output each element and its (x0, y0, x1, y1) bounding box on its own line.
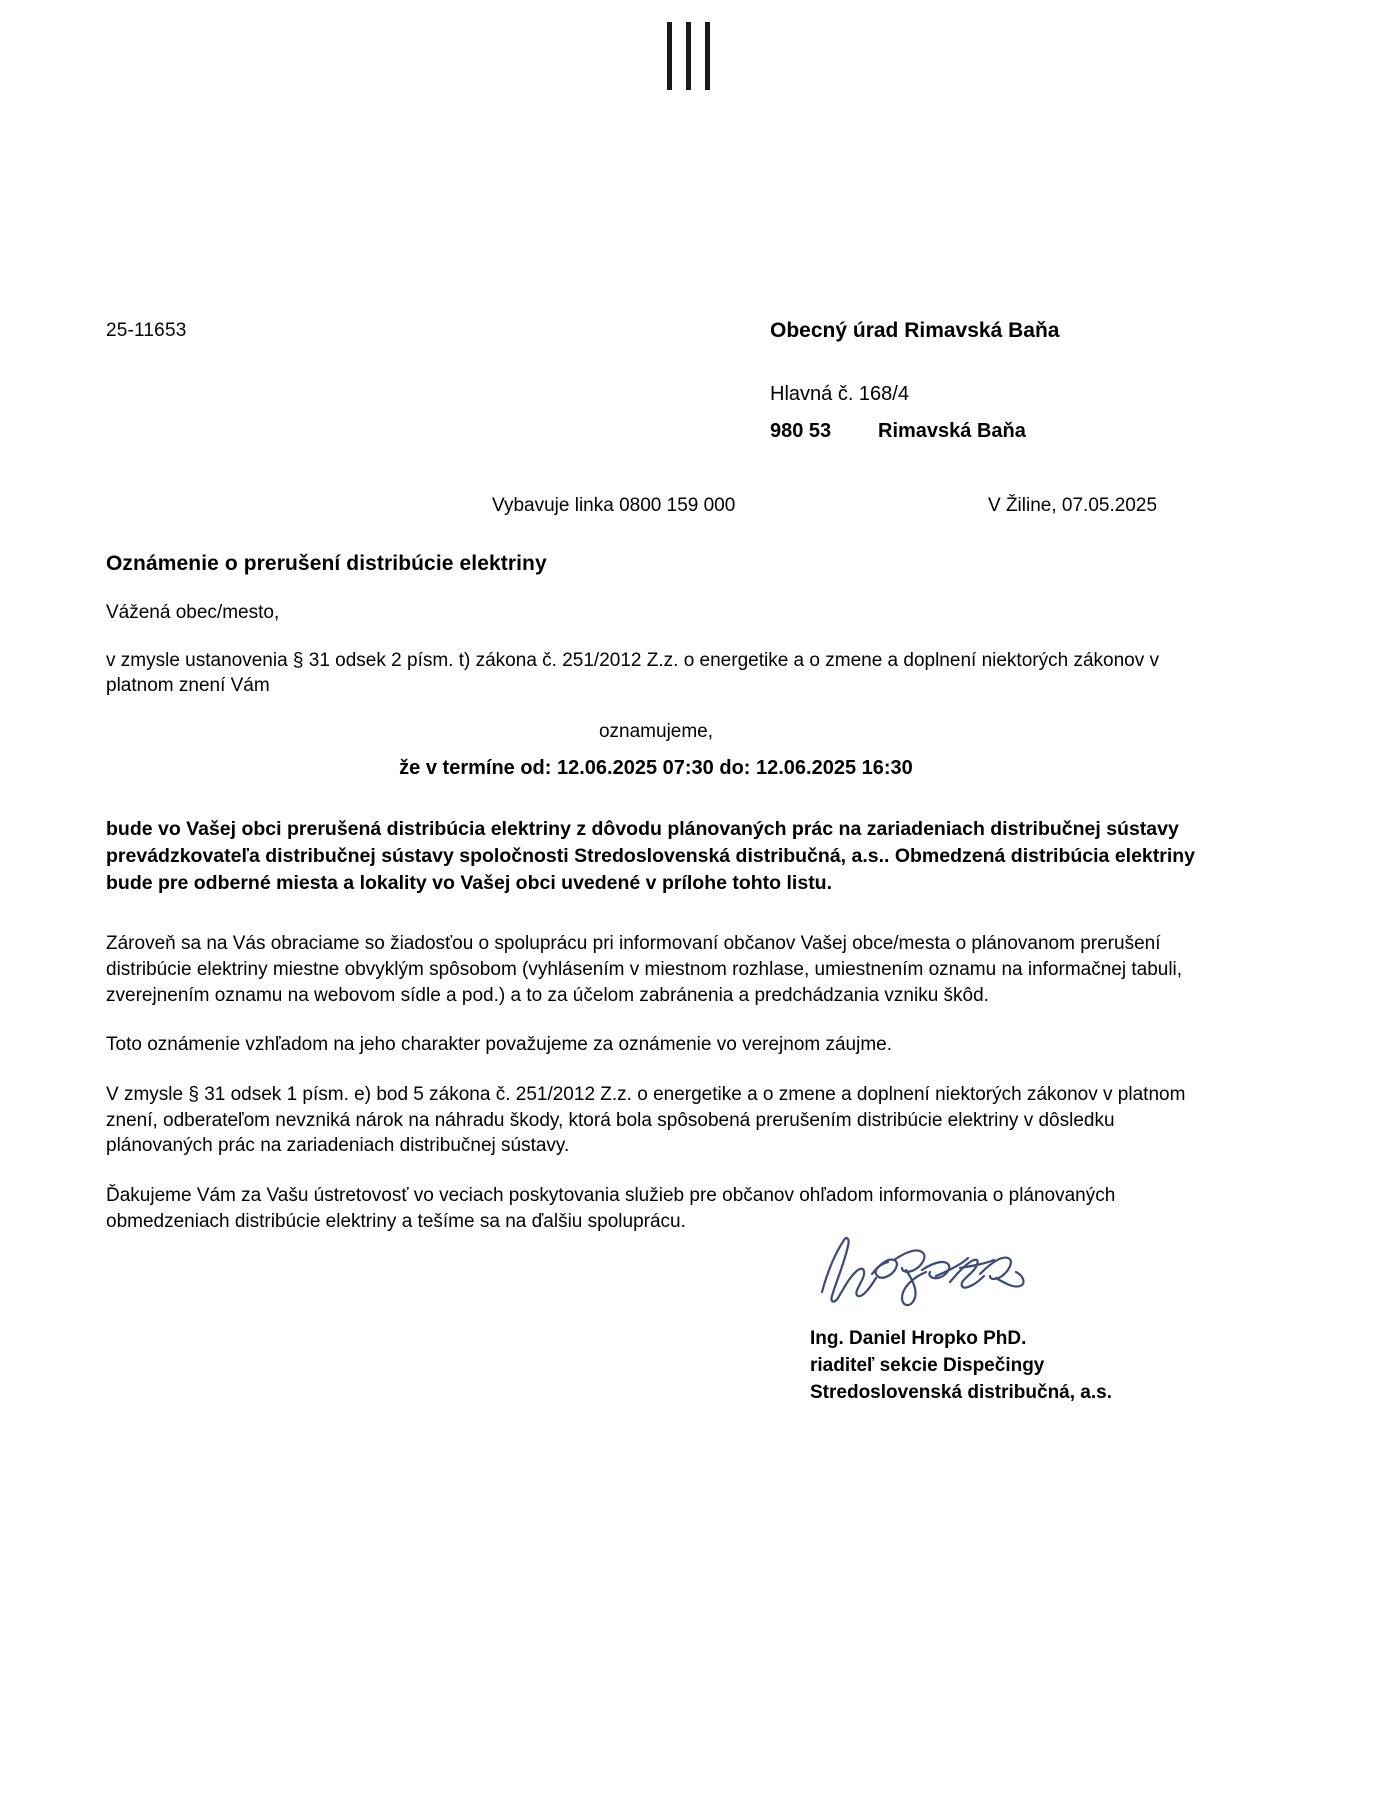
signer-details (810, 1326, 1230, 1407)
salutation: Vážená obec/mesto, (106, 602, 280, 623)
signer-position: riaditeľ sekcie Dispečingy (810, 1354, 1045, 1376)
thanks-paragraph: Ďakujeme Vám za Vašu ústretovosť vo veciach poskytovania služieb pre občanov ohľadom informovania o plánovaných obmedzeniach distribúcie elektriny a tešíme sa na ďalšiu spoluprácu. (106, 1184, 1116, 1232)
logo-bar-2 (686, 22, 691, 90)
recipient-address-block (770, 316, 1059, 446)
contact-and-date-row (0, 495, 1376, 521)
company-logo (0, 22, 1376, 94)
recipient-street: Hlavná č. 168/4 (770, 383, 909, 406)
announce-word: oznamujeme, (598, 720, 714, 742)
cooperation-paragraph: Zároveň sa na Vás obraciame so žiadosťou o spoluprácu pri informovaní občanov Vašej obce/mesta o plánovanom prerušení distribúcie elektriny miestne obvyklým spôsobom (vyhlásením v miestnom rozhlase, umiestnením oznamu na informačnej tabuli, zverejnením oznamu na webovom sídle a pod.) a to za účelom zabránenia a predchádzania vzniku škôd. (106, 933, 1183, 1006)
liability-paragraph: V zmysle § 31 odsek 1 písm. e) bod 5 zákona č. 251/2012 Z.z. o energetike a o zmene a doplnení niektorých zákonov v platnom znení, odberateľom nevzniká nárok na náhradu škody, ktorá bola spôsobená prerušením distribúcie elektriny v dôsledku plánovaných prác na zariadeniach distribučnej sústavy. (106, 1084, 1186, 1157)
signature-block (810, 1230, 1230, 1407)
logo-bar-3 (705, 22, 710, 90)
recipient-zip: 980 53 (770, 420, 832, 443)
main-notice-paragraph: bude vo Vašej obci prerušená distribúcia elektriny z dôvodu plánovaných prác na zariadeniach distribučnej sústavy prevádzkovateľa distribučnej sústavy spoločnosti Stredoslovenská distribučná, a.s.. Obmedzená distribúcia elektriny bude pre odberné miesta a lokality vo Vašej obci uvedené v prílohe tohto listu. (106, 817, 1196, 895)
reference-number: 25-11653 (106, 320, 187, 341)
letter-body (106, 552, 1206, 1258)
outage-term-line: že v termíne od: 12.06.2025 07:30 do: 12.06.2025 16:30 (399, 756, 913, 779)
signer-name: Ing. Daniel Hropko PhD. (810, 1328, 1027, 1349)
place-and-date: V Žiline, 07.05.2025 (988, 495, 1158, 516)
recipient-city-line (770, 417, 1059, 446)
signer-company: Stredoslovenská distribučná, a.s. (810, 1381, 1112, 1403)
page-title: Oznámenie o prerušení distribúcie elektriny (106, 552, 547, 575)
handled-by-line: Vybavuje linka 0800 159 000 (492, 495, 736, 516)
legal-intro-paragraph: v zmysle ustanovenia § 31 odsek 2 písm. t) zákona č. 251/2012 Z.z. o energetike a o zmene a doplnení niektorých zákonov v platnom znení Vám (106, 649, 1159, 697)
logo-bar-1 (667, 22, 672, 90)
recipient-organization: Obecný úrad Rimavská Baňa (770, 319, 1060, 342)
recipient-city: Rimavská Baňa (878, 420, 1026, 443)
handwritten-signature-icon (810, 1230, 1230, 1320)
public-interest-paragraph: Toto oznámenie vzhľadom na jeho charakter považujeme za oznámenie vo verejnom záujme. (106, 1034, 893, 1056)
